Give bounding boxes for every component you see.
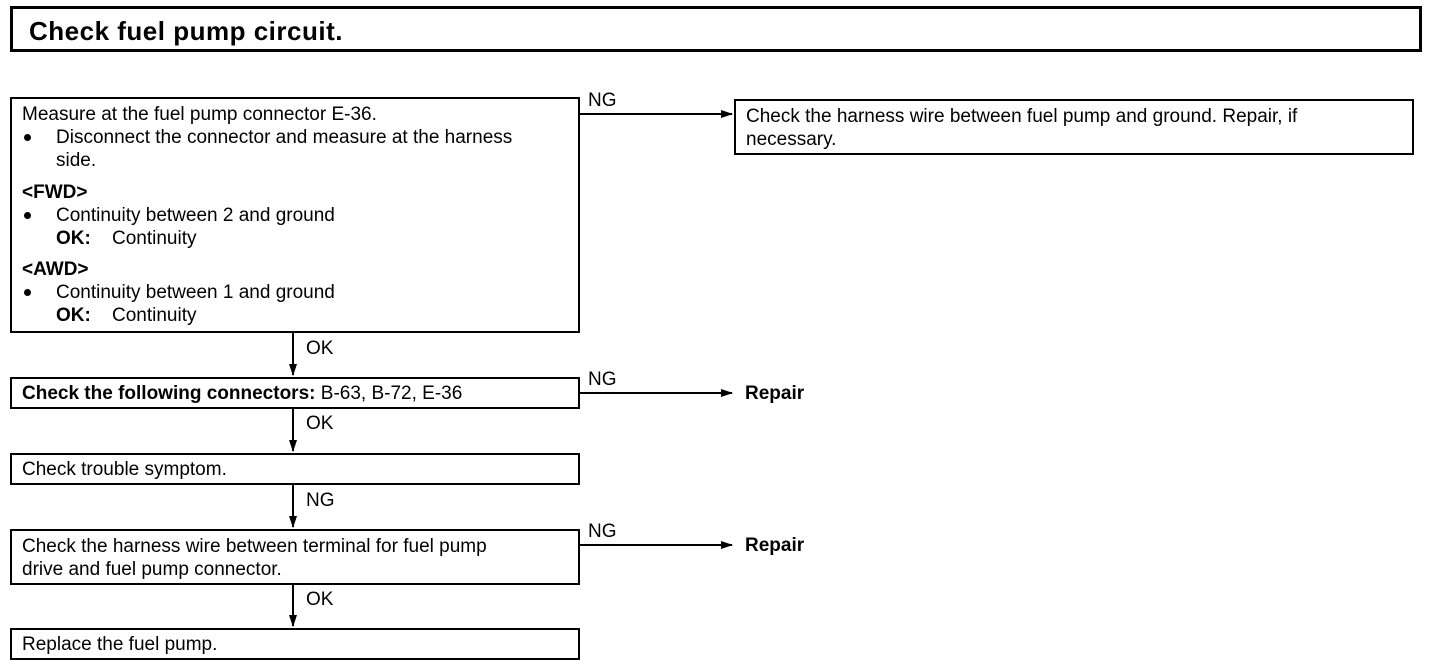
step5-replace-box xyxy=(10,628,580,660)
fwd-ok-value: Continuity xyxy=(112,228,197,249)
awd-ok-key: OK: xyxy=(56,305,91,326)
bullet-icon xyxy=(24,134,31,141)
step2-connectors-box xyxy=(10,377,580,409)
step3-trouble-box xyxy=(10,453,580,485)
step2-label-bold: Check the following connectors: xyxy=(22,383,316,404)
ng-label-step2: NG xyxy=(588,369,617,390)
step2-label-rest: B-63, B-72, E-36 xyxy=(320,383,463,404)
repair-label-step4: Repair xyxy=(745,535,805,556)
step1-heading: Measure at the fuel pump connector E-36. xyxy=(22,104,377,125)
ng-label-step3: NG xyxy=(306,490,335,511)
page-title: Check fuel pump circuit. xyxy=(29,16,343,46)
step1-bullet1-line2: side. xyxy=(56,150,97,171)
awd-bullet: Continuity between 1 and ground xyxy=(56,282,335,303)
step4-harness-box xyxy=(10,529,580,585)
fwd-ok-key: OK: xyxy=(56,228,91,249)
bullet-icon xyxy=(24,289,31,296)
step3-text: Check trouble symptom. xyxy=(22,459,227,480)
step1-measure-box xyxy=(10,97,580,333)
step1-ng-result-box xyxy=(734,99,1414,155)
step4-line1: Check the harness wire between terminal for fuel pump xyxy=(22,536,487,557)
ok-label-step1: OK xyxy=(306,338,334,359)
ng-result-line1: Check the harness wire between fuel pump and ground. Repair, if xyxy=(746,106,1298,127)
ok-label-step2: OK xyxy=(306,413,334,434)
repair-label-step2: Repair xyxy=(745,383,805,404)
step2-text xyxy=(22,382,462,405)
awd-ok-value: Continuity xyxy=(112,305,197,326)
ng-label-step4: NG xyxy=(588,521,617,542)
step5-text: Replace the fuel pump. xyxy=(22,634,218,655)
ng-label-step1: NG xyxy=(588,90,617,111)
step4-line2: drive and fuel pump connector. xyxy=(22,559,282,580)
ng-result-line2: necessary. xyxy=(746,129,837,150)
fwd-bullet: Continuity between 2 and ground xyxy=(56,205,335,226)
ok-label-step4: OK xyxy=(306,589,334,610)
fwd-label: <FWD> xyxy=(22,182,88,203)
step1-bullet1-line1: Disconnect the connector and measure at the harness xyxy=(56,127,513,148)
bullet-icon xyxy=(24,212,31,219)
awd-label: <AWD> xyxy=(22,259,89,280)
